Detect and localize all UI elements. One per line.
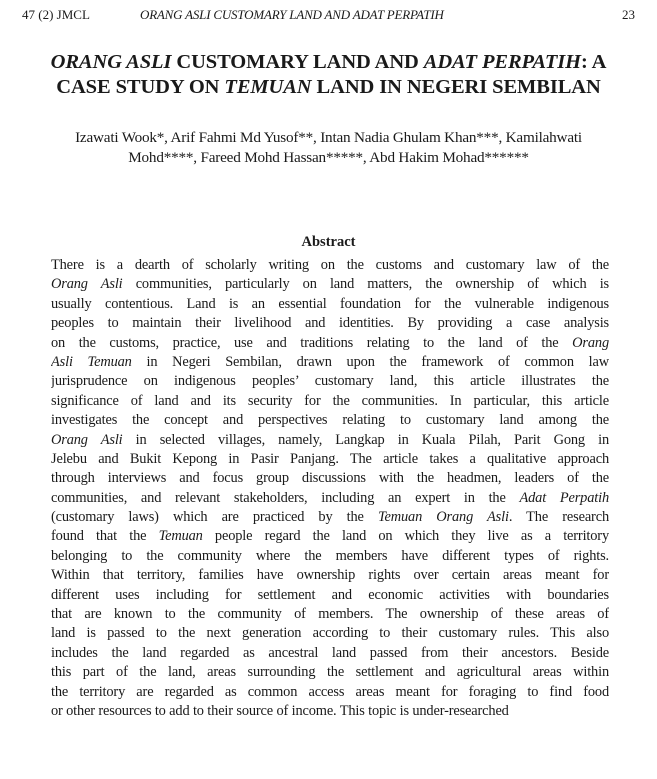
text-segment: through interviews and focus group discussions with the headmen, leaders of the — [51, 470, 609, 487]
text-segment: usually contentious. Land is an essential foundation for the vulnerable indigenous — [51, 295, 609, 312]
text-segment: . The research — [508, 509, 609, 526]
text-segment: There is a dearth of scholarly writing on the customs and customary law of the — [51, 257, 609, 273]
abstract-line — [51, 624, 609, 643]
text-segment: in Negeri Sembilan, drawn upon the framework of common law — [131, 353, 609, 370]
abstract-line — [51, 372, 609, 391]
abstract-line — [51, 644, 609, 663]
abstract-line — [51, 450, 609, 469]
italic-text-segment: Orang Asli — [51, 431, 123, 448]
italic-text-segment: Temuan — [158, 528, 203, 545]
author-line-1: Izawati Wook*, Arif Fahmi Md Yusof**, Intan Nadia Ghulam Khan***, Kamilahwati — [75, 129, 582, 146]
italic-text-segment: Adat Perpatih — [519, 489, 609, 506]
text-segment: different uses including for settlement and economic activities with boundaries — [51, 586, 609, 603]
text-segment: significance of land and its security for the communities. In particular, this article — [51, 392, 609, 409]
text-segment: (customary laws) which are practiced by the — [51, 509, 378, 526]
abstract-line — [51, 547, 609, 566]
italic-text-segment: Asli Temuan — [51, 353, 132, 370]
text-segment: CASE STUDY ON — [56, 76, 225, 98]
running-title: ORANG ASLI CUSTOMARY LAND AND ADAT PERPATIH — [140, 7, 444, 22]
abstract-line — [51, 702, 609, 721]
italic-text-segment: Orang Asli — [51, 276, 123, 293]
text-segment: CUSTOMARY LAND AND — [171, 51, 424, 73]
article-title — [10, 50, 647, 100]
text-segment: LAND IN NEGERI SEMBILAN — [311, 76, 601, 98]
text-segment: peoples to maintain their livelihood and identities. By providing a case analysis — [51, 315, 609, 332]
text-segment: Within that territory, families have ownership rights over certain areas meant for — [51, 567, 609, 584]
abstract-line — [51, 334, 609, 353]
text-segment: belonging to the community where the members have different types of rights. — [51, 547, 609, 564]
text-segment: jurisprudence on indigenous peoples’ customary land, this article illustrates the — [51, 373, 609, 390]
abstract-line — [51, 566, 609, 585]
author-line-2: Mohd****, Fareed Mohd Hassan*****, Abd Hakim Mohad****** — [128, 149, 529, 166]
abstract-line — [51, 411, 609, 430]
abstract-line — [51, 527, 609, 546]
abstract-line — [51, 314, 609, 333]
abstract-line — [51, 489, 609, 508]
text-segment: land is passed to the next generation according to their customary rules. This also — [51, 625, 609, 642]
text-segment: Jelebu and Bukit Kepong in Pasir Panjang. The article takes a qualitative approach — [51, 450, 609, 467]
abstract-line — [51, 683, 609, 702]
abstract-line — [51, 353, 609, 372]
running-header — [22, 6, 635, 24]
abstract-line — [51, 469, 609, 488]
abstract-line — [51, 275, 609, 294]
author-list — [8, 128, 649, 168]
page-number: 23 — [622, 7, 635, 22]
abstract-heading: Abstract — [301, 234, 356, 250]
abstract-line — [51, 392, 609, 411]
article-title-line-1 — [10, 50, 647, 75]
text-segment: in selected villages, namely, Langkap in Kuala Pilah, Parit Gong in — [122, 431, 609, 448]
abstract-line — [51, 431, 609, 450]
text-segment: found that the — [51, 528, 159, 545]
text-segment: includes the land regarded as ancestral land passed from their ancestors. Beside — [51, 644, 609, 661]
italic-text-segment: Orang — [572, 334, 609, 351]
text-segment: people regard the land on which they live as a territory — [202, 528, 609, 545]
italic-text-segment: ORANG ASLI — [50, 51, 172, 73]
journal-volume: 47 (2) JMCL — [22, 7, 90, 22]
abstract-body — [51, 256, 609, 721]
italic-text-segment: ADAT PERPATIH — [423, 51, 582, 73]
text-segment: the territory are regarded as common access areas meant for foraging to find food — [51, 683, 609, 700]
abstract-line — [51, 605, 609, 624]
text-segment: or other resources to add to their source of income. This topic is under-researched — [51, 702, 509, 719]
abstract-line — [51, 663, 609, 682]
abstract-line — [51, 256, 609, 275]
text-segment: investigates the concept and perspectives relating to customary land among the — [51, 412, 609, 429]
text-segment: on the customs, practice, use and traditions relating to the land of the — [51, 334, 573, 351]
abstract-line — [51, 295, 609, 314]
text-segment: that are known to the community of members. The ownership of these areas of — [51, 606, 609, 623]
text-segment: communities, particularly on land matters, the ownership of which is — [122, 276, 609, 293]
italic-text-segment: TEMUAN — [224, 76, 312, 98]
text-segment: this part of the land, areas surrounding the settlement and agricultural areas within — [51, 664, 609, 681]
article-title-line-2 — [10, 75, 647, 100]
text-segment: communities, and relevant stakeholders, including an expert in the — [51, 489, 520, 506]
text-segment: : A — [581, 51, 607, 73]
abstract-line — [51, 586, 609, 605]
italic-text-segment: Temuan Orang Asli — [377, 509, 509, 526]
abstract-line — [51, 508, 609, 527]
